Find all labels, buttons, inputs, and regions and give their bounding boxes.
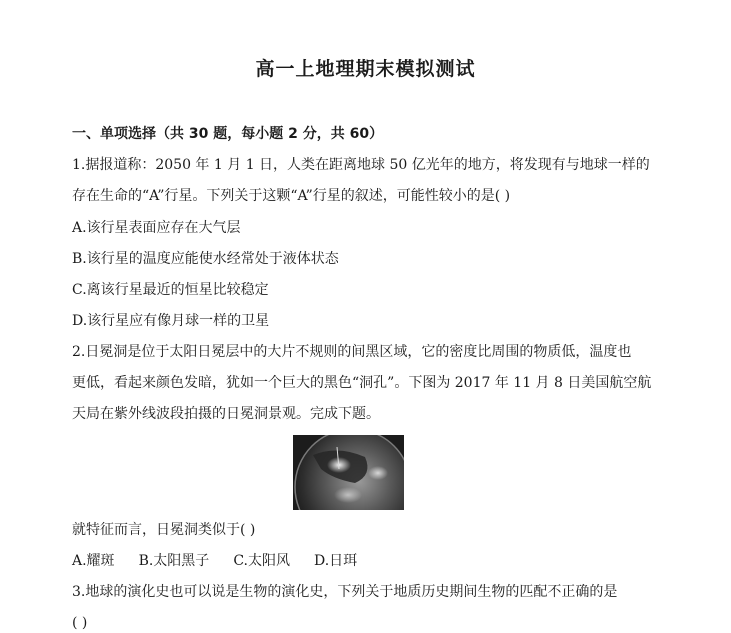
sun-corona-photo xyxy=(293,435,404,510)
q1-option-b: B.该行星的温度应能使水经常处于液体状态 xyxy=(72,251,339,267)
q2-option-a: A.耀斑 xyxy=(72,553,115,569)
q2-stem-line-1: 2.日冕洞是位于太阳日冕层中的大片不规则的间黑区域，它的密度比周围的物质低，温度也 xyxy=(72,344,632,360)
q1-option-d: D.该行星应有像月球一样的卫星 xyxy=(72,313,270,329)
q3-stem-line-2: ( ) xyxy=(72,615,88,631)
q2-option-b: B.太阳黑子 xyxy=(138,553,210,569)
q2-option-c: C.太阳风 xyxy=(233,553,290,569)
q2-stem-line-3: 天局在紫外线波段拍摄的日冕洞景观。完成下题。 xyxy=(72,406,380,422)
q1-option-c: C.离该行星最近的恒星比较稳定 xyxy=(72,282,269,298)
q2-options xyxy=(72,551,381,571)
q2-sub-question: 就特征而言，日冕洞类似于( ) xyxy=(72,522,256,538)
q2-stem-line-2: 更低，看起来颜色发暗，犹如一个巨大的黑色“洞孔”。下图为 2017 年 11 月 8 日美国航空航 xyxy=(72,375,652,391)
sun-corona-photo-icon xyxy=(293,435,404,510)
q3-stem-line-1: 3.地球的演化史也可以说是生物的演化史，下列关于地质历史期间生物的匹配不正确的是 xyxy=(72,584,618,600)
page-title: 高一上地理期末模拟测试 xyxy=(255,58,476,80)
section-heading: 一、单项选择（共 30 题，每小题 2 分，共 60） xyxy=(72,126,384,142)
q1-stem-line-1: 1.据报道称：2050 年 1 月 1 日，人类在距离地球 50 亿光年的地方，将发现有与地球一样的 xyxy=(72,157,650,173)
q2-option-d: D.日珥 xyxy=(313,553,358,569)
q1-stem-line-2: 存在生命的“A”行星。下列关于这颗“A”行星的叙述，可能性较小的是( ) xyxy=(72,188,511,204)
q1-option-a: A.该行星表面应存在大气层 xyxy=(72,220,241,236)
